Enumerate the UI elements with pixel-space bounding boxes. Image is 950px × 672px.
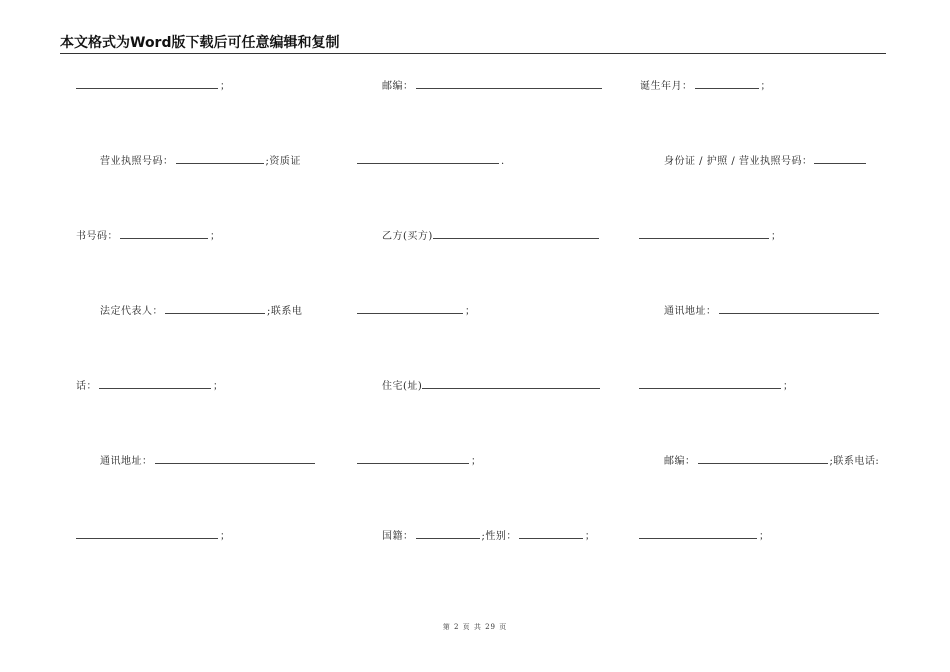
blank-line xyxy=(639,228,769,239)
field-suffix: ;资质证 xyxy=(265,156,301,167)
field-row-5-left xyxy=(76,378,224,394)
field-suffix: ;联系电 xyxy=(267,306,303,317)
field-row-5-right xyxy=(639,378,794,394)
blank-line xyxy=(155,453,315,464)
blank-line xyxy=(433,228,599,239)
blank-line xyxy=(698,453,828,464)
field-row-6-middle xyxy=(357,453,482,469)
field-row-6-left xyxy=(100,453,317,469)
field-suffix: ； xyxy=(783,381,794,392)
field-suffix: ； xyxy=(465,306,476,317)
field-row-4-right xyxy=(664,303,881,319)
field-row-2-left xyxy=(100,153,301,169)
blank-line xyxy=(120,228,208,239)
blank-line xyxy=(76,78,218,89)
field-label: 话： xyxy=(76,381,97,392)
blank-line xyxy=(176,153,264,164)
blank-line xyxy=(639,528,757,539)
blank-line xyxy=(357,153,499,164)
blank-line xyxy=(416,78,602,89)
field-row-4-left xyxy=(100,303,302,319)
field-label: 乙方(买方) xyxy=(382,231,433,242)
field-row-2-middle xyxy=(357,153,505,169)
field-label: 邮编： xyxy=(664,456,696,467)
page-number: 第 2 页 共 29 页 xyxy=(442,623,508,631)
field-suffix: ;联系电话: xyxy=(829,456,880,467)
field-row-5-middle xyxy=(382,378,602,394)
blank-line xyxy=(416,528,480,539)
field-suffix: ； xyxy=(584,531,596,542)
field-label: 书号码： xyxy=(76,231,118,242)
field-label: 法定代表人： xyxy=(100,306,163,317)
field-row-1-middle xyxy=(382,78,604,94)
field-suffix: . xyxy=(501,156,505,167)
field-label: 身份证 / 护照 / 营业执照号码： xyxy=(664,156,813,167)
field-row-6-right xyxy=(664,453,879,469)
blank-line xyxy=(814,153,866,164)
field-label: 诞生年月： xyxy=(640,81,693,92)
blank-line xyxy=(357,303,463,314)
blank-line xyxy=(165,303,265,314)
field-label: 营业执照号码： xyxy=(100,156,174,167)
field-suffix: ； xyxy=(210,231,221,242)
blank-line xyxy=(76,528,218,539)
field-label: 住宅(址) xyxy=(382,381,423,392)
blank-line xyxy=(99,378,211,389)
header-title: 本文格式为Word版下载后可任意编辑和复制 xyxy=(60,35,340,51)
field-row-3-left xyxy=(76,228,221,244)
field-label: 国籍： xyxy=(382,531,414,542)
field-row-7-left xyxy=(76,528,231,544)
blank-line xyxy=(719,303,879,314)
page-header xyxy=(60,34,886,54)
field-row-7-middle xyxy=(382,528,595,544)
blank-line xyxy=(519,528,583,539)
field-suffix: ； xyxy=(213,381,224,392)
field-row-1-right xyxy=(640,78,771,94)
field-row-3-middle xyxy=(382,228,601,244)
field-suffix: ； xyxy=(759,531,770,542)
blank-line xyxy=(422,378,600,389)
blank-line xyxy=(639,378,781,389)
page-footer xyxy=(0,622,950,632)
field-label: 邮编： xyxy=(382,81,414,92)
field-row-7-right xyxy=(639,528,770,544)
field-row-1-left xyxy=(76,78,231,94)
blank-line xyxy=(695,78,759,89)
field-label: 通讯地址： xyxy=(100,456,153,467)
field-suffix: ； xyxy=(771,231,782,242)
field-row-3-right xyxy=(639,228,782,244)
field-suffix: ； xyxy=(471,456,482,467)
blank-line xyxy=(357,453,469,464)
field-suffix: ； xyxy=(220,531,231,542)
field-suffix: ;性别： xyxy=(481,531,517,542)
field-row-2-right xyxy=(664,153,868,169)
field-label: 通讯地址： xyxy=(664,306,717,317)
field-row-4-middle xyxy=(357,303,476,319)
field-suffix: ； xyxy=(760,81,771,92)
field-suffix: ； xyxy=(220,81,231,92)
